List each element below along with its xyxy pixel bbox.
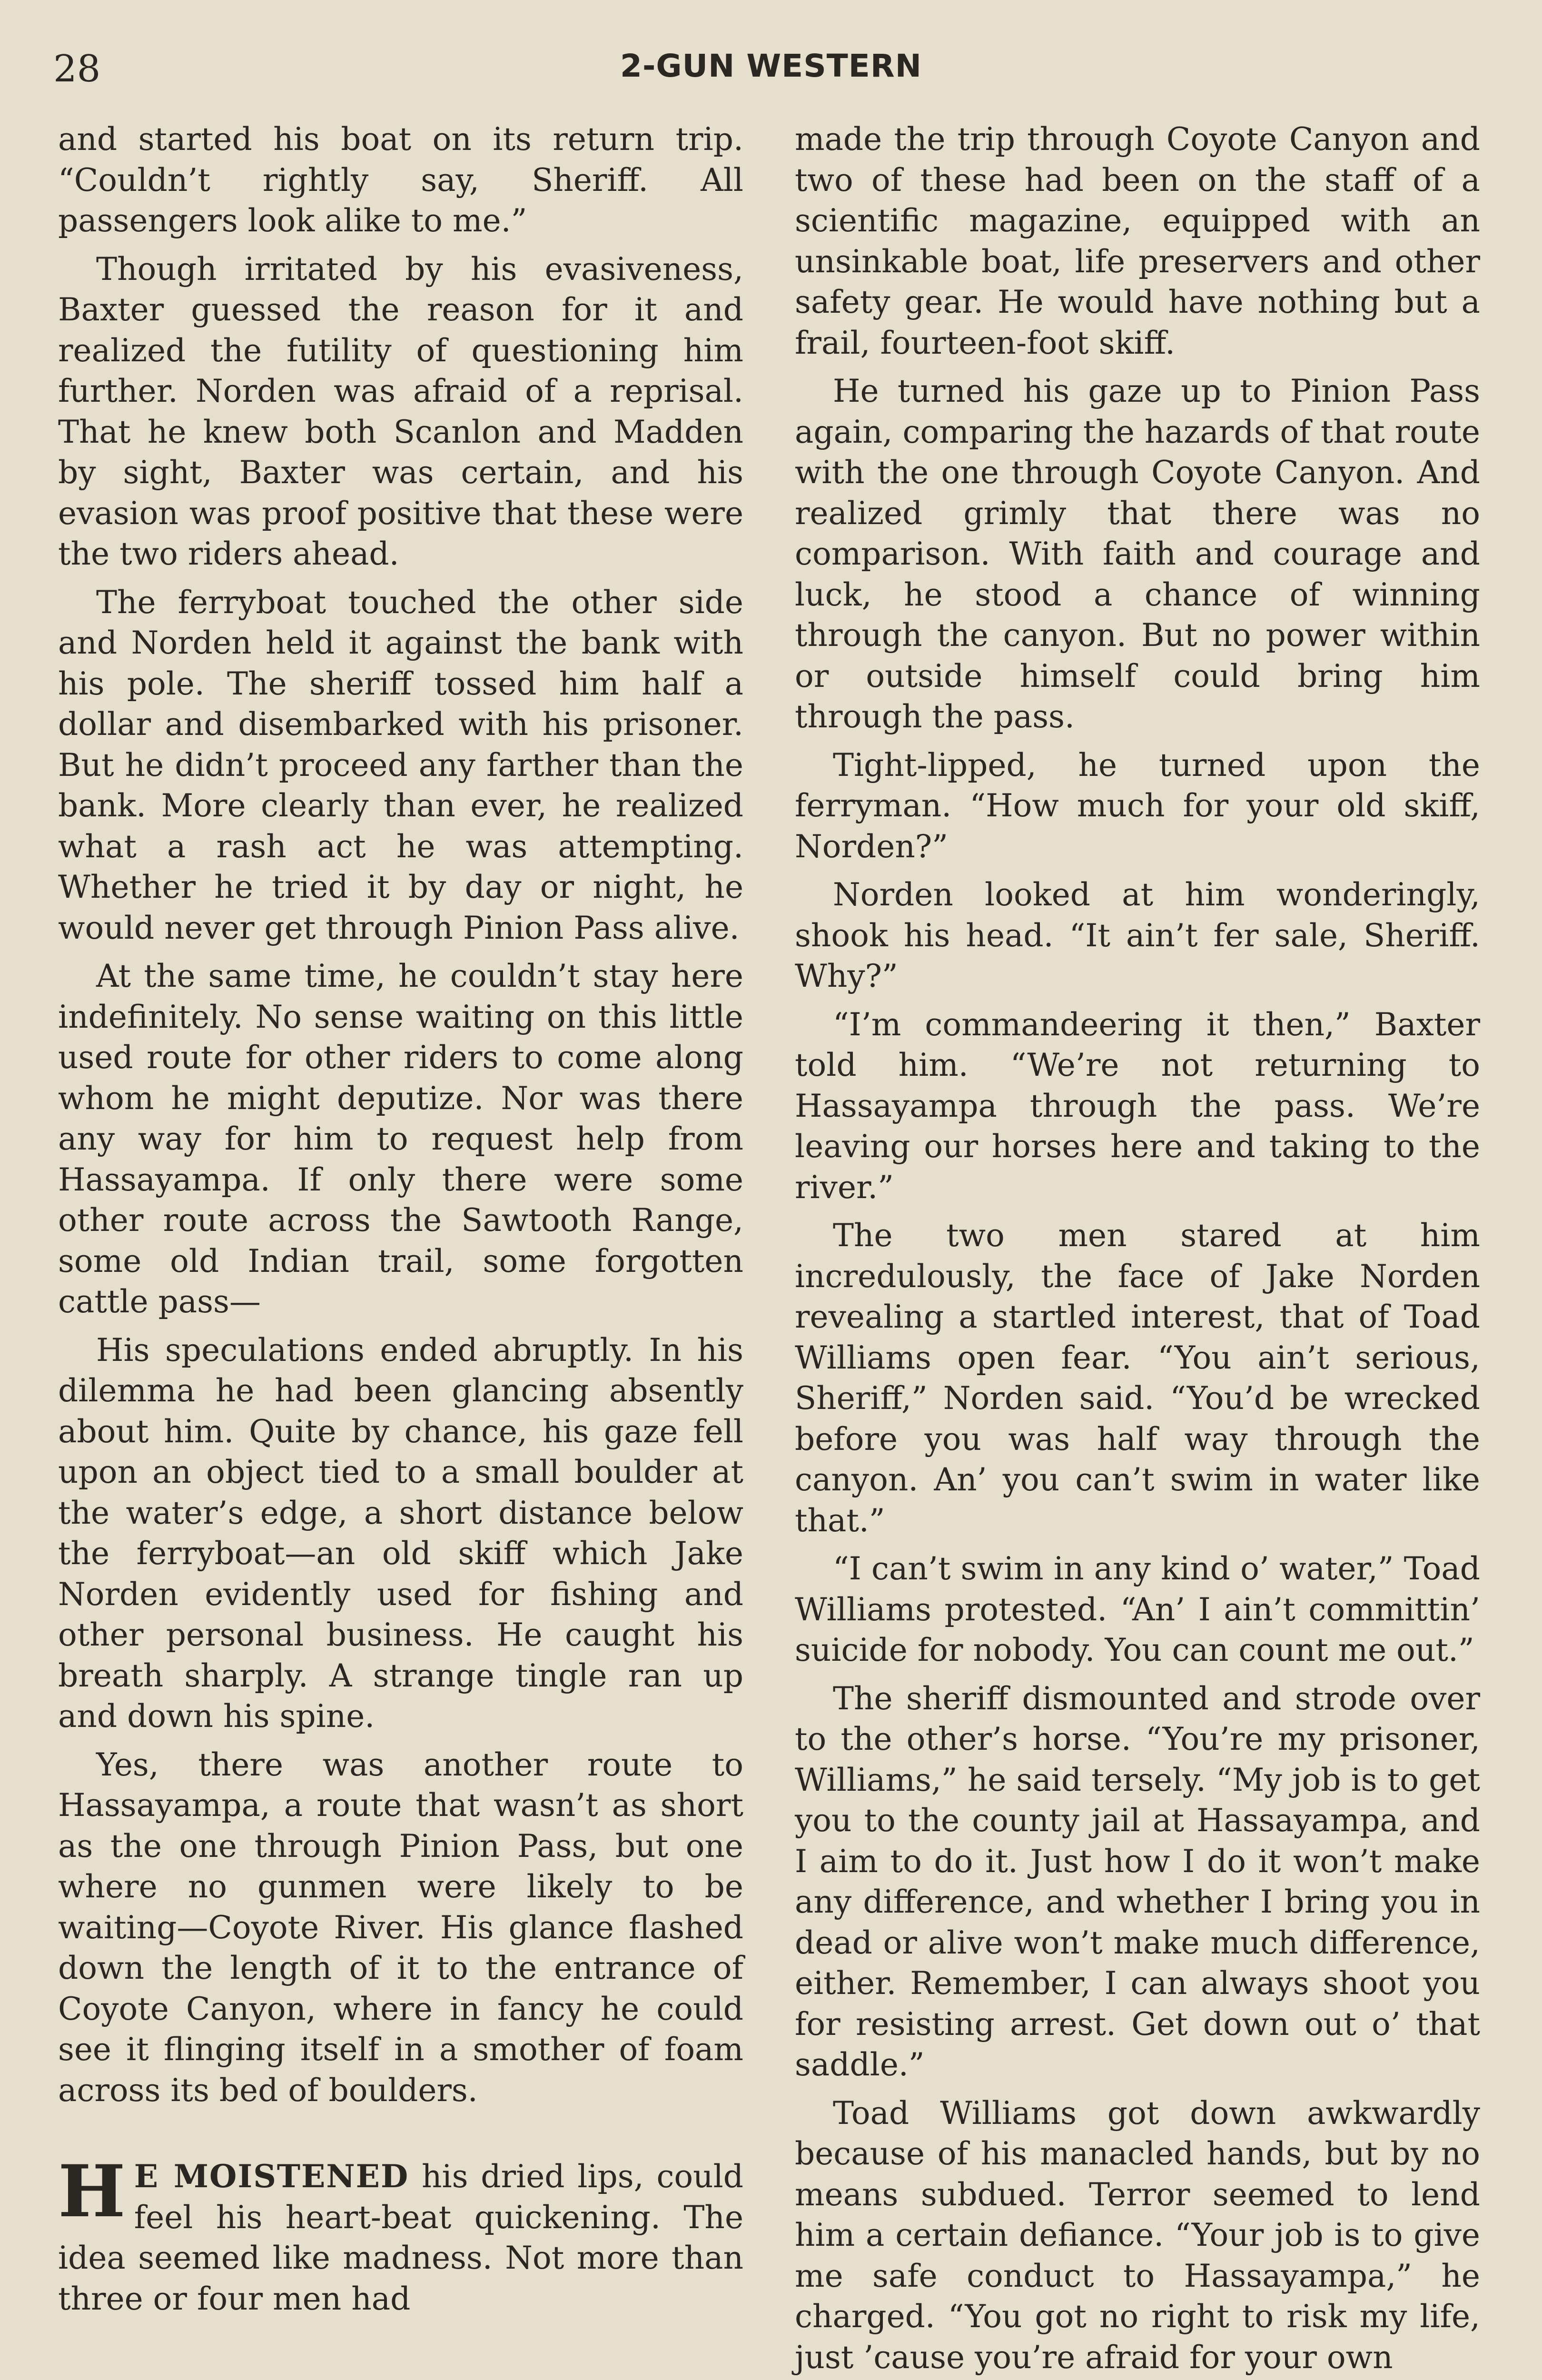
left-column — [58, 119, 743, 2327]
paragraph: Norden looked at him wonderingly, shook his head. “It ain’t fer sale, Sheriff. Why?” — [795, 876, 1480, 994]
paragraph: Though irritated by his evasiveness, Baxter guessed the reason for it and realized the futility of questioning him further. Norden was afraid of a reprisal. That he knew both Scanlon and Madden by sight, Baxter was certain, and his evasion was proof positive that these were the two riders ahead. — [58, 250, 743, 572]
paragraph: The ferryboat touched the other side and Norden held it against the bank with his pole. The sheriff tossed him half a dollar and disembarked with his prisoner. But he didn’t proceed any farther than the bank. More clearly than ever, he realized what a rash act he was attempting. Whether he tried it by day or night, he would never get through Pinion Pass alive. — [58, 584, 743, 946]
paragraph: Yes, there was another route to Hassayampa, a route that wasn’t as short as the one through Pinion Pass, but one where no gunmen were likely to be waiting—Coyote River. His glance flashed down the length of it to the entrance of Coyote Canyon, where in fancy he could see it flinging itself in a smother of foam across its bed of boulders. — [58, 1746, 743, 2109]
paragraph: Tight-lipped, he turned upon the ferryman. “How much for your old skiff, Norden?” — [795, 746, 1480, 865]
right-column — [795, 119, 1480, 2380]
paragraph: and started his boat on its return trip. “Couldn’t rightly say, Sheriff. All passengers look alike to me.” — [58, 121, 743, 239]
paragraph: His speculations ended abruptly. In his dilemma he had been glancing absently about him. Quite by chance, his gaze fell upon an object tied to a small boulder at the water’s edge, a short distance below the ferryboat—an old skiff which Jake Norden evidently used for fishing and other personal business. He caught his breath sharply. A strange tingle ran up and down his spine. — [58, 1331, 743, 1735]
lead-in-caps: E MOISTENED — [134, 2158, 409, 2195]
paragraph: At the same time, he couldn’t stay here indefinitely. No sense waiting on this little used route for other riders to come along whom he might deputize. Nor was there any way for him to request help from Hassayampa. If only there were some other route across the Sawtooth Range, some old Indian trail, some forgotten cattle pass— — [58, 958, 743, 1320]
paragraph: made the trip through Coyote Canyon and two of these had been on the staff of a scientific magazine, equipped with an unsinkable boat, life preservers and other safety gear. He would have nothing but a frail, fourteen-foot skiff. — [795, 121, 1480, 361]
paragraph: The sheriff dismounted and strode over to the other’s horse. “You’re my prisoner, Williams,” he said tersely. “My job is to get you to the county jail at Hassayampa, and I aim to do it. Just how I do it won’t make any difference, and whether I bring you in dead or alive won’t make much difference, either. Remember, I can always shoot you for resisting arrest. Get down out o’ that saddle.” — [795, 1680, 1480, 2083]
running-title: 2-GUN WESTERN — [620, 48, 922, 84]
paragraph: “I can’t swim in any kind o’ water,” Toad Williams protested. “An’ I ain’t committin’ suicide for nobody. You can count me out.” — [795, 1550, 1480, 1668]
page-number: 28 — [53, 48, 101, 90]
paragraph: The two men stared at him incredulously, the face of Jake Norden revealing a startled interest, that of Toad Williams open fear. “You ain’t serious, Sheriff,” Norden said. “You’d be wrecked before you was half way through the canyon. An’ you can’t swim in water like that.” — [795, 1217, 1480, 1539]
paragraph: “I’m commandeering it then,” Baxter told him. “We’re not returning to Hassayampa through the pass. We’re leaving our horses here and taking to the river.” — [795, 1006, 1480, 1206]
paragraph: Toad Williams got down awkwardly because of his manacled hands, but by no means subdued. Terror seemed to lend him a certain defiance. “Your job is to give me safe conduct to Hassayampa,” he charged. “You got no right to risk my life, just ’cause you’re afraid for your own — [795, 2094, 1480, 2376]
drop-cap: H — [58, 2150, 126, 2233]
section-opening-text: his dried lips, could feel his heart-beat quickening. The idea seemed like madness. Not more than three or four men had — [58, 2158, 744, 2317]
section-opening-paragraph — [58, 2150, 744, 2319]
paragraph: He turned his gaze up to Pinion Pass again, comparing the hazards of that route with the one through Coyote Canyon. And realized grimly that there was no comparison. With faith and courage and luck, he stood a chance of winning through the canyon. But no power within or outside himself could bring him through the pass. — [795, 373, 1480, 735]
